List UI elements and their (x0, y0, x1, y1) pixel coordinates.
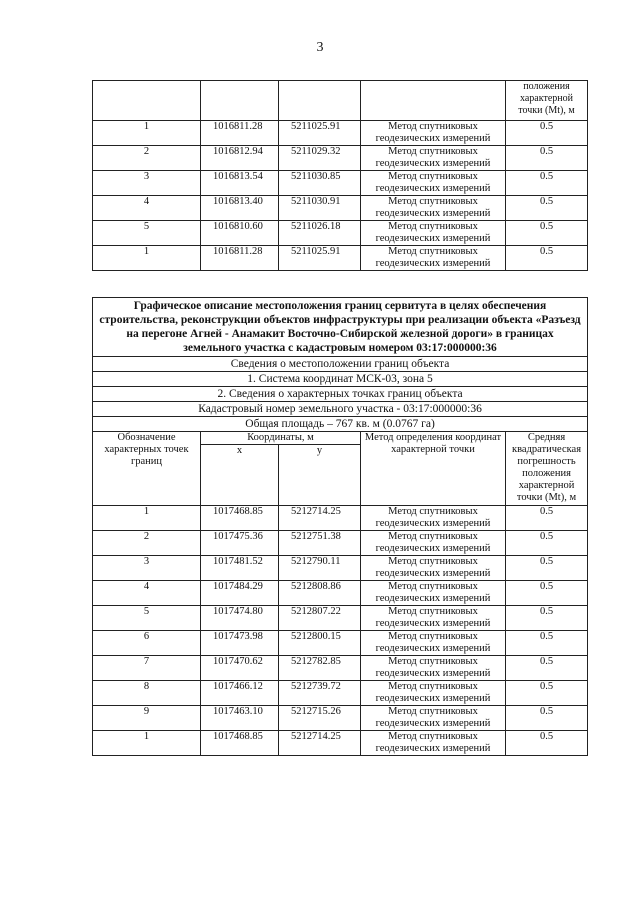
x-coordinate-cell: 1017470.62 (201, 656, 279, 681)
info-location: Сведения о местоположении границ объекта (93, 357, 588, 372)
precision-cell: 0.5 (506, 146, 588, 171)
servitude-boundary-table (92, 297, 588, 756)
method-cell: Метод спутниковых геодезических измерений (361, 121, 506, 146)
point-number-cell: 4 (93, 581, 201, 606)
method-cell: Метод спутниковых геодезических измерений (361, 246, 506, 271)
precision-cell: 0.5 (506, 506, 588, 531)
page-number: 3 (316, 40, 324, 55)
point-number-cell: 1 (93, 246, 201, 271)
table-row (93, 246, 588, 271)
point-number-cell: 2 (93, 531, 201, 556)
precision-cell: 0.5 (506, 531, 588, 556)
info-coordinate-system: 1. Система координат МСК-03, зона 5 (93, 372, 588, 387)
table-title: Графическое описание местоположения границ сервитута в целях обеспечения строительства, реконструкции объектов инфраструктуры при реализации объекта «Разъезд на перегоне Агней - Анамакит Восточно-Сибирской железной дороги» в границах земельного участка с кадастровым номером 03:17:000000:36 (93, 298, 588, 357)
method-cell: Метод спутниковых геодезических измерений (361, 506, 506, 531)
y-coordinate-cell: 5212800.15 (279, 631, 361, 656)
info-row (93, 417, 588, 432)
precision-cell: 0.5 (506, 171, 588, 196)
info-row (93, 372, 588, 387)
x-coordinate-cell: 1016811.28 (201, 121, 279, 146)
method-cell: Метод спутниковых геодезических измерений (361, 706, 506, 731)
coordinates-table-continued (92, 80, 588, 271)
point-number-cell: 1 (93, 506, 201, 531)
precision-cell: 0.5 (506, 246, 588, 271)
precision-cell: 0.5 (506, 731, 588, 756)
table-row (93, 121, 588, 146)
precision-cell: 0.5 (506, 556, 588, 581)
y-coordinate-cell: 5212714.25 (279, 506, 361, 531)
precision-cell: 0.5 (506, 681, 588, 706)
table-row (93, 221, 588, 246)
y-coordinate-cell: 5211026.18 (279, 221, 361, 246)
point-number-cell: 1 (93, 731, 201, 756)
x-coordinate-cell: 1017484.29 (201, 581, 279, 606)
method-cell: Метод спутниковых геодезических измерений (361, 581, 506, 606)
x-header: x (201, 445, 279, 506)
y-coordinate-cell: 5212782.85 (279, 656, 361, 681)
method-cell: Метод спутниковых геодезических измерений (361, 531, 506, 556)
y-coordinate-cell: 5211030.85 (279, 171, 361, 196)
info-row (93, 357, 588, 372)
precision-cell: 0.5 (506, 121, 588, 146)
info-row (93, 402, 588, 417)
header-row (93, 432, 588, 445)
precision-cell: 0.5 (506, 581, 588, 606)
point-number-cell: 2 (93, 146, 201, 171)
x-coordinate-cell: 1017463.10 (201, 706, 279, 731)
y-coordinate-cell: 5212790.11 (279, 556, 361, 581)
x-coordinate-cell: 1017473.98 (201, 631, 279, 656)
table-header-row (93, 81, 588, 121)
method-cell: Метод спутниковых геодезических измерений (361, 221, 506, 246)
x-coordinate-cell: 1016812.94 (201, 146, 279, 171)
x-coordinate-cell: 1017468.85 (201, 731, 279, 756)
x-coordinate-cell: 1016810.60 (201, 221, 279, 246)
precision-header: Средняя квадратическая погрешность положения характерной точки (Mt), м (506, 432, 588, 506)
y-coordinate-cell: 5211025.91 (279, 121, 361, 146)
y-coordinate-cell: 5212739.72 (279, 681, 361, 706)
precision-cell: 0.5 (506, 606, 588, 631)
x-coordinate-cell: 1016813.54 (201, 171, 279, 196)
table-row (93, 506, 588, 531)
y-coordinate-cell: 5211025.91 (279, 246, 361, 271)
point-number-cell: 3 (93, 556, 201, 581)
table-row (93, 631, 588, 656)
table-row (93, 706, 588, 731)
method-cell: Метод спутниковых геодезических измерений (361, 606, 506, 631)
point-number-cell: 5 (93, 606, 201, 631)
precision-cell: 0.5 (506, 631, 588, 656)
point-number-cell: 8 (93, 681, 201, 706)
method-cell: Метод спутниковых геодезических измерений (361, 196, 506, 221)
precision-cell: 0.5 (506, 656, 588, 681)
x-coordinate-cell: 1017468.85 (201, 506, 279, 531)
x-coordinate-cell: 1017474.80 (201, 606, 279, 631)
method-cell: Метод спутниковых геодезических измерений (361, 171, 506, 196)
point-number-cell: 4 (93, 196, 201, 221)
y-coordinate-cell: 5212807.22 (279, 606, 361, 631)
x-coordinate-cell: 1016813.40 (201, 196, 279, 221)
precision-cell: 0.5 (506, 706, 588, 731)
x-coordinate-cell: 1016811.28 (201, 246, 279, 271)
table-row (93, 171, 588, 196)
table-row (93, 606, 588, 631)
precision-header: положения характерной точки (Mt), м (506, 81, 588, 121)
table-row (93, 196, 588, 221)
method-cell: Метод спутниковых геодезических измерений (361, 681, 506, 706)
table-title-row (93, 298, 588, 357)
coords-header: Координаты, м (201, 432, 361, 445)
table-row (93, 681, 588, 706)
table-row (93, 146, 588, 171)
point-header: Обозначение характерных точек границ (93, 432, 201, 506)
precision-cell: 0.5 (506, 196, 588, 221)
method-cell: Метод спутниковых геодезических измерений (361, 656, 506, 681)
method-header: Метод определения координат характерной точки (361, 432, 506, 506)
x-coordinate-cell: 1017475.36 (201, 531, 279, 556)
point-number-cell: 6 (93, 631, 201, 656)
info-row (93, 387, 588, 402)
y-coordinate-cell: 5211029.32 (279, 146, 361, 171)
point-number-cell: 1 (93, 121, 201, 146)
y-coordinate-cell: 5212715.26 (279, 706, 361, 731)
table-row (93, 731, 588, 756)
y-coordinate-cell: 5212808.86 (279, 581, 361, 606)
point-number-cell: 3 (93, 171, 201, 196)
x-coordinate-cell: 1017481.52 (201, 556, 279, 581)
table-row (93, 656, 588, 681)
y-coordinate-cell: 5212714.25 (279, 731, 361, 756)
table-row (93, 531, 588, 556)
y-header: y (279, 445, 361, 506)
table-row (93, 581, 588, 606)
method-cell: Метод спутниковых геодезических измерений (361, 631, 506, 656)
method-cell: Метод спутниковых геодезических измерений (361, 731, 506, 756)
info-cadastral-number: Кадастровый номер земельного участка - 03:17:000000:36 (93, 402, 588, 417)
y-coordinate-cell: 5212751.38 (279, 531, 361, 556)
info-points: 2. Сведения о характерных точках границ объекта (93, 387, 588, 402)
x-coordinate-cell: 1017466.12 (201, 681, 279, 706)
y-coordinate-cell: 5211030.91 (279, 196, 361, 221)
precision-cell: 0.5 (506, 221, 588, 246)
point-number-cell: 7 (93, 656, 201, 681)
table-row (93, 556, 588, 581)
method-cell: Метод спутниковых геодезических измерений (361, 556, 506, 581)
point-number-cell: 9 (93, 706, 201, 731)
point-number-cell: 5 (93, 221, 201, 246)
info-area: Общая площадь – 767 кв. м (0.0767 га) (93, 417, 588, 432)
method-cell: Метод спутниковых геодезических измерений (361, 146, 506, 171)
